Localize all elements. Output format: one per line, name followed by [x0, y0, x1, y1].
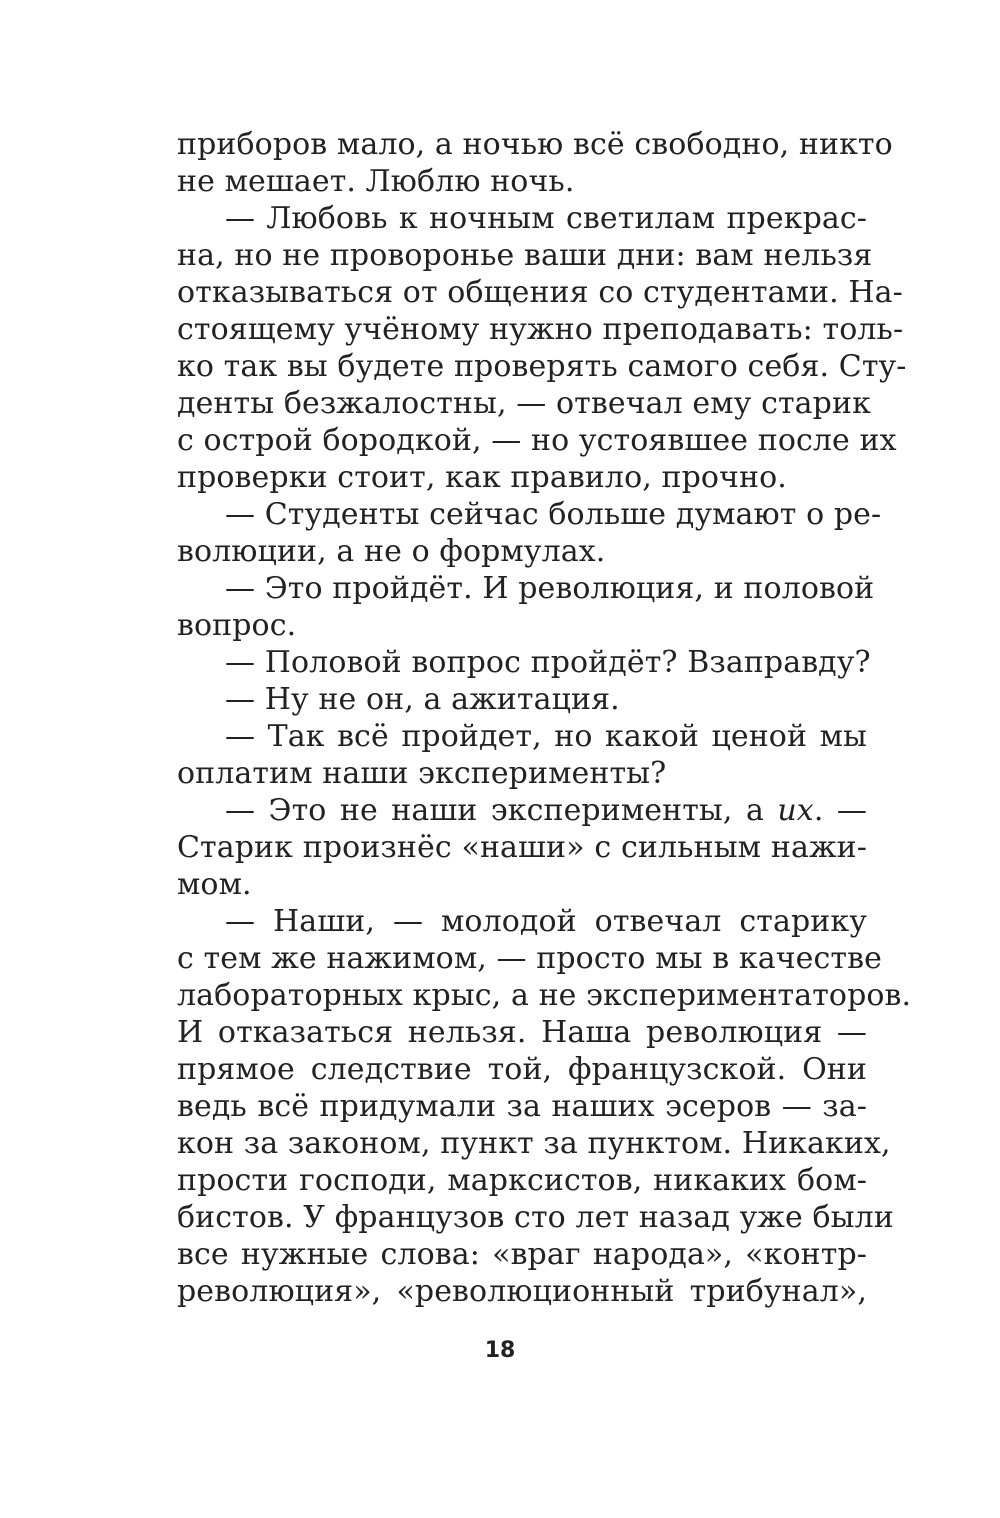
text-line: на, но не проворонье ваши дни: вам нельзя — [177, 238, 873, 273]
text-line: — Половой вопрос пройдёт? Взаправду? — [225, 645, 871, 680]
text-line: лабораторных крыс, а не экспериментаторов. — [177, 978, 912, 1013]
text-line: отказываться от общения со студентами. На- — [177, 275, 903, 310]
text-line: революция», «революционный трибунал», — [177, 1274, 867, 1309]
text-line: — Ну не он, а ажитация. — [225, 682, 620, 717]
text-line: с острой бородкой, — но устоявшее после их — [177, 423, 897, 458]
text-line: ведь всё придумали за наших эсеров — за- — [177, 1089, 867, 1124]
text-line: с тем же нажимом, — просто мы в качестве — [177, 941, 882, 976]
text-line: не мешает. Люблю ночь. — [177, 164, 575, 199]
text-line: — Любовь к ночным светилам прекрас- — [225, 201, 867, 236]
text-line: — Так всё пройдет, но какой ценой мы — [225, 719, 867, 754]
text-line — [177, 792, 867, 829]
text-line: ко так вы будете проверять самого себя. Сту- — [177, 349, 907, 384]
text-segment: — Это не наши эксперименты, а — [225, 793, 778, 828]
text-segment: . — — [813, 793, 867, 828]
italic-word: их — [777, 793, 814, 828]
text-line: прямое следствие той, французской. Они — [177, 1052, 867, 1087]
text-line: — Это пройдёт. И революция, и половой — [225, 571, 875, 606]
text-line: вопрос. — [177, 608, 297, 643]
text-line: И отказаться нельзя. Наша революция — — [177, 1015, 867, 1050]
text-line: волюции, а не о формулах. — [177, 534, 606, 569]
text-line: бистов. У французов сто лет назад уже были — [177, 1200, 894, 1235]
text-line: кон за законом, пункт за пунктом. Никаких, — [177, 1126, 891, 1161]
text-line: прости господи, марксистов, никаких бом- — [177, 1163, 867, 1198]
text-line: стоящему учёному нужно преподавать: толь- — [177, 312, 904, 347]
text-line: приборов мало, а ночью всё свободно, никто — [177, 127, 893, 162]
body-text — [177, 126, 912, 1310]
text-line: Старик произнёс «наши» с сильным нажи- — [177, 830, 867, 865]
text-line: мом. — [177, 867, 252, 902]
page-number: 18 — [484, 1338, 516, 1363]
text-line: проверки стоит, как правило, прочно. — [177, 460, 787, 495]
text-line: — Наши, — молодой отвечал старику — [225, 904, 867, 939]
text-line: оплатим наши эксперименты? — [177, 756, 667, 791]
text-line: все нужные слова: «враг народа», «контр- — [177, 1237, 867, 1272]
text-line: — Студенты сейчас больше думают о ре- — [225, 497, 882, 532]
text-line: денты безжалостны, — отвечал ему старик — [177, 386, 871, 421]
